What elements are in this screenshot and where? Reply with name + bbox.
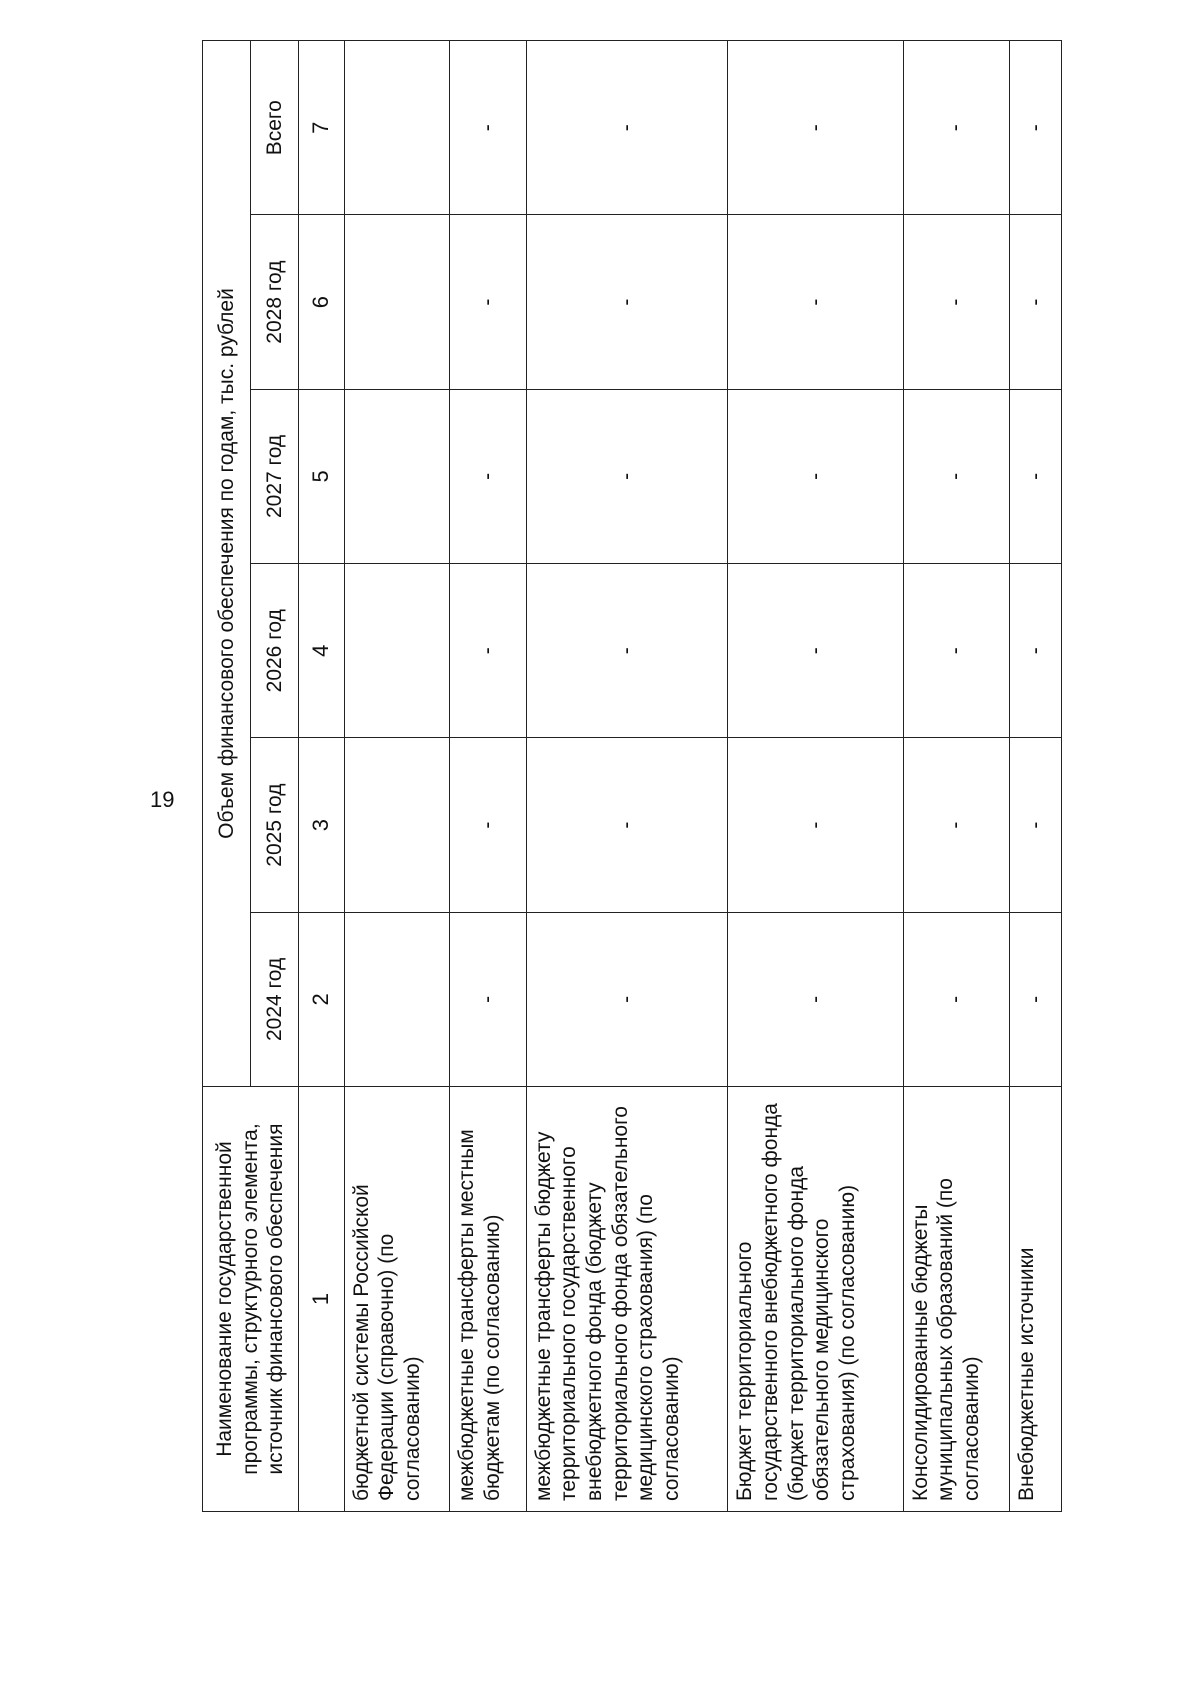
row-value: -	[1009, 389, 1061, 563]
financing-table	[202, 40, 1062, 1512]
header-total: Всего	[250, 41, 298, 215]
row-name: Бюджет территориального государственного внебюджетного фонда (бюджет территориального фонда обязательного медицинского страхования) (по согласованию)	[728, 1087, 904, 1512]
row-value: -	[728, 564, 904, 738]
row-value: -	[450, 738, 526, 912]
row-value: -	[526, 738, 728, 912]
column-number: 1	[298, 1087, 344, 1512]
row-value: -	[903, 738, 1009, 912]
row-value: -	[1009, 564, 1061, 738]
header-year-2024: 2024 год	[250, 912, 298, 1086]
row-value: -	[450, 41, 526, 215]
row-value: -	[903, 215, 1009, 389]
row-value: -	[728, 389, 904, 563]
row-value: -	[526, 564, 728, 738]
row-name: межбюджетные трансферты бюджету территориального государственного внебюджетного фонда (бюджету территориального фонда обязательного медицинского страхования) (по согласованию)	[526, 1087, 728, 1512]
row-value: -	[450, 912, 526, 1086]
header-year-2028: 2028 год	[250, 215, 298, 389]
row-value	[344, 564, 450, 738]
header-row-1	[203, 41, 251, 1512]
header-year-2025: 2025 год	[250, 738, 298, 912]
row-value: -	[728, 738, 904, 912]
column-number: 7	[298, 41, 344, 215]
table-row	[728, 41, 904, 1512]
header-year-2027: 2027 год	[250, 389, 298, 563]
row-value: -	[1009, 215, 1061, 389]
table-row	[903, 41, 1009, 1512]
header-name-column: Наименование государственной программы, структурного элемента, источник финансового обеспечения	[203, 1087, 299, 1512]
row-value	[344, 389, 450, 563]
column-number: 5	[298, 389, 344, 563]
row-value: -	[526, 912, 728, 1086]
row-name: межбюджетные трансферты местным бюджетам (по согласованию)	[450, 1087, 526, 1512]
financing-table-rotated	[202, 40, 1062, 1512]
table-row	[526, 41, 728, 1512]
row-value: -	[903, 912, 1009, 1086]
row-value: -	[450, 389, 526, 563]
row-value: -	[728, 215, 904, 389]
column-number: 3	[298, 738, 344, 912]
row-value: -	[526, 215, 728, 389]
row-value: -	[903, 389, 1009, 563]
row-value	[344, 215, 450, 389]
table-row	[450, 41, 526, 1512]
row-value: -	[1009, 738, 1061, 912]
column-number: 2	[298, 912, 344, 1086]
column-number: 6	[298, 215, 344, 389]
row-value: -	[526, 41, 728, 215]
header-year-2026: 2026 год	[250, 564, 298, 738]
header-financing-group: Объем финансового обеспечения по годам, тыс. рублей	[203, 41, 251, 1087]
page-number: 19	[150, 787, 175, 812]
row-value: -	[450, 564, 526, 738]
row-value: -	[1009, 41, 1061, 215]
row-name: Консолидированные бюджеты муниципальных образований (по согласованию)	[903, 1087, 1009, 1512]
table-row	[1009, 41, 1061, 1512]
row-value: -	[903, 564, 1009, 738]
column-numbers-row	[298, 41, 344, 1512]
row-name: Внебюджетные источники	[1009, 1087, 1061, 1512]
row-value: -	[728, 41, 904, 215]
row-value: -	[728, 912, 904, 1086]
column-number: 4	[298, 564, 344, 738]
row-value: -	[903, 41, 1009, 215]
row-value	[344, 912, 450, 1086]
row-name: бюджетной системы Российской Федерации (справочно) (по согласованию)	[344, 1087, 450, 1512]
row-value: -	[450, 215, 526, 389]
row-value	[344, 738, 450, 912]
row-value: -	[1009, 912, 1061, 1086]
row-value	[344, 41, 450, 215]
table-row	[344, 41, 450, 1512]
row-value: -	[526, 389, 728, 563]
